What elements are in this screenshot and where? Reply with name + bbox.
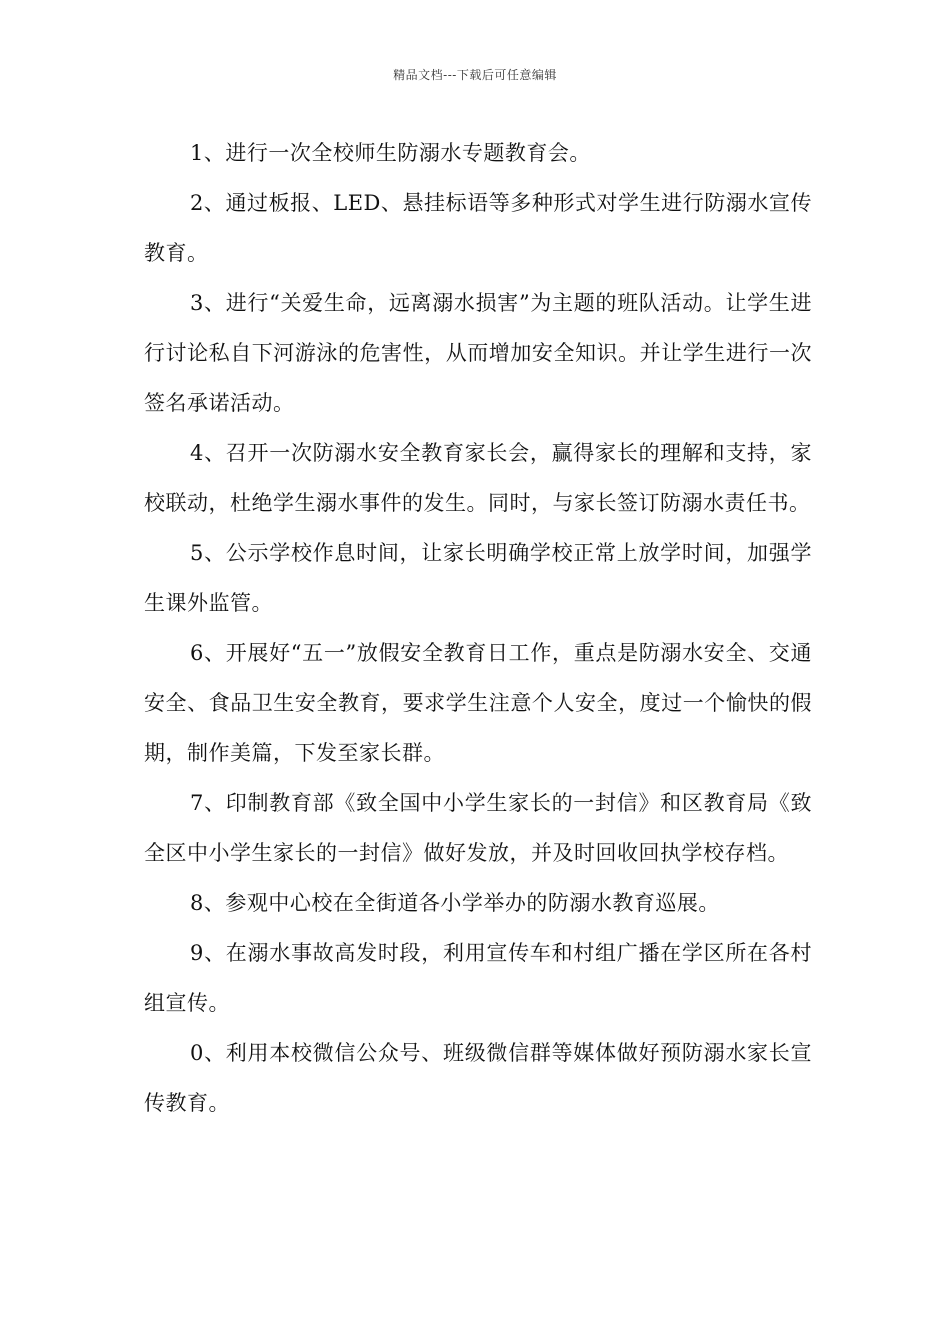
- page-header: 精品文档---下载后可任意编辑: [393, 68, 557, 82]
- paragraph-item-8: 8、参观中心校在全街道各小学举办的防溺水教育巡展。: [190, 891, 720, 915]
- paragraph-item-9: 9、在溺水事故高发时段，利用宣传车和村组广播在学区所在各村组宣传。: [144, 941, 812, 1015]
- paragraph-item-6: 6、开展好“五一”放假安全教育日工作，重点是防溺水安全、交通安全、食品卫生安全教育，要求学生注意个人安全，度过一个愉快的假期，制作美篇，下发至家长群。: [144, 641, 812, 765]
- paragraph-item-4: 4、召开一次防溺水安全教育家长会，赢得家长的理解和支持，家校联动，杜绝学生溺水事件的发生。同时，与家长签订防溺水责任书。: [144, 441, 812, 515]
- paragraph-item-5: 5、公示学校作息时间，让家长明确学校正常上放学时间，加强学生课外监管。: [144, 541, 812, 615]
- paragraph-item-7: 7、印制教育部《致全国中小学生家长的一封信》和区教育局《致全区中小学生家长的一封信》做好发放，并及时回收回执学校存档。: [144, 791, 812, 865]
- paragraph-item-1: 1、进行一次全校师生防溺水专题教育会。: [190, 141, 591, 165]
- paragraph-item-2: 2、通过板报、LED、悬挂标语等多种形式对学生进行防溺水宣传教育。: [144, 191, 812, 265]
- paragraph-item-10: 0、利用本校微信公众号、班级微信群等媒体做好预防溺水家长宣传教育。: [144, 1041, 812, 1115]
- paragraph-item-3: 3、进行“关爱生命，远离溺水损害”为主题的班队活动。让学生进行讨论私自下河游泳的危害性，从而增加安全知识。并让学生进行一次签名承诺活动。: [144, 291, 812, 415]
- document-body: [144, 128, 812, 1128]
